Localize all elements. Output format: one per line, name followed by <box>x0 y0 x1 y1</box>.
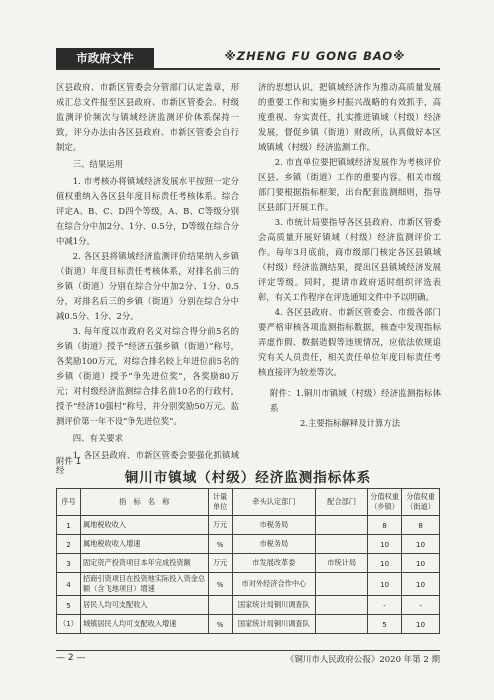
header-name: 指 标 名 称 <box>80 489 208 516</box>
cell-lead: 国家统计局铜川调查队 <box>232 596 316 615</box>
cell-coop <box>316 516 368 535</box>
cell-unit: % <box>208 573 232 596</box>
right-column <box>258 80 441 431</box>
cell-weight-street: 10 <box>402 554 440 573</box>
indicator-table <box>56 488 440 634</box>
cell-weight-town: 10 <box>368 573 402 596</box>
cell-weight-street: 10 <box>402 615 440 634</box>
issue-info: 《铜川市人民政府公报》2020 年第 2 期 <box>285 655 440 665</box>
cell-unit: 万元 <box>208 516 232 535</box>
cell-seq: 1 <box>57 516 81 535</box>
paragraph: 1. 市考核办将镇域经济发展水平按照一定分值权重纳入各区县年度目标责任考核体系。综合评定A、B、C、D四个等级，A、B、C等级分别在综合分中加2分、1分、0.5分，D等级在综合分中减1分。 <box>56 176 239 246</box>
section-heading: 三、结果运用 <box>72 159 124 169</box>
section-label: 市政府文件 <box>56 48 154 68</box>
cell-lead: 市发展改革委 <box>232 554 316 573</box>
cell-seq: 2 <box>57 535 81 554</box>
cell-weight-street: 8 <box>402 516 440 535</box>
paragraph: 1. 各区县政府、市新区管委会要强化抓镇域经 <box>56 450 239 475</box>
cell-coop <box>316 573 368 596</box>
cell-coop: 市统计局 <box>316 554 368 573</box>
table-row <box>57 573 440 596</box>
table-row <box>57 596 440 615</box>
page-number: — 2 — <box>56 653 86 663</box>
header-coop: 配合部门 <box>316 489 368 516</box>
paragraph: 4. 各区县政府、市新区管委会、市级各部门要严格审核各项监测指标数据，核查中发现指标弄虚作假、数据造假等违规情况，应依法依规追究有关人员责任，相关责任单位年度目标责任考核直接评为较差等次。 <box>258 307 441 377</box>
cell-lead: 市税务局 <box>232 516 316 535</box>
cell-weight-town: - <box>368 596 402 615</box>
paragraph: 区县政府、市新区管委会分管部门认定盖章，形成汇总文件报至区县政府、市新区管委会。村级监测评价频次与镇域经济监测评价体系保持一致，评分办法由各区县政府、市新区管委会自行制定。 <box>56 82 239 152</box>
appendix-label: 附件 1 <box>56 457 82 467</box>
section-heading: 四、有关要求 <box>72 433 124 443</box>
cell-lead: 市税务局 <box>232 535 316 554</box>
cell-name: 固定资产投资项目本年完成投资额 <box>80 554 208 573</box>
left-column <box>56 80 239 478</box>
cell-weight-town: 5 <box>368 615 402 634</box>
table-header-row <box>57 489 440 516</box>
cell-name: 城镇居民人均可支配收入增速 <box>80 615 208 634</box>
table-row <box>57 516 440 535</box>
cell-unit: % <box>208 535 232 554</box>
cell-name: 属地税收收入增速 <box>80 535 208 554</box>
page-header <box>56 48 440 70</box>
cell-lead: 市对外经济合作中心 <box>232 573 316 596</box>
gazette-title: ※ZHENG FU GONG BAO※ <box>224 49 406 63</box>
cell-unit <box>208 596 232 615</box>
cell-name: 居民人均可支配收入 <box>80 596 208 615</box>
paragraph: 2. 各区县将镇域经济监测评价结果纳入乡镇（街道）年度目标责任考核体系，对排名前三的乡镇（街道）分别在综合分中加2分、1分、0.5分，对排名后三的乡镇（街道）分别在综合分中减0.5分、1分、2分。 <box>56 251 239 321</box>
cell-seq: 4 <box>57 573 81 596</box>
cell-coop <box>316 535 368 554</box>
attachment-line: 2.主要指标解释及计算方法 <box>300 418 401 428</box>
paragraph: 3. 每年度以市政府名义对综合得分前5名的乡镇（街道）授予“经济五强乡镇（街道）”称号，各奖励100万元，对综合排名较上年进位前5名的乡镇（街道）授予“争先进位奖”，各奖励80万元；对村级经济监测综合排名前10名的行政村，授予“经济10强村”称号，并分别奖励50万元。监测评价第一年不设“争先进位奖”。 <box>56 326 239 426</box>
cell-seq: 5 <box>57 596 81 615</box>
paragraph: 2. 市直单位要把镇域经济发展作为考核评价区县、乡镇（街道）工作的重要内容。相关市级部门要根据指标框架，出台配套监测细则，指导区县部门开展工作。 <box>258 157 441 212</box>
cell-seq: （1） <box>57 615 81 634</box>
cell-weight-town: 10 <box>368 554 402 573</box>
cell-lead: 国家统计局铜川调查队 <box>232 615 316 634</box>
cell-weight-street: 10 <box>402 573 440 596</box>
header-unit: 计量单位 <box>208 489 232 516</box>
paragraph: 3. 市统计局要指导各区县政府、市新区管委会高质量开展好镇域（村级）经济监测评价工作。每年3月底前，商市级部门核定各区县镇域（村级）经济监测结果，提出区县镇域经济发展评定等级。同时，提请市政府适时组织评选表彰，有关工作程序在评选通知文件中予以明确。 <box>258 217 441 302</box>
header-seq: 序号 <box>57 489 81 516</box>
cell-seq: 3 <box>57 554 81 573</box>
cell-weight-town: 8 <box>368 516 402 535</box>
attachment-line: 附件：1.铜川市镇域（村级）经济监测指标体系 <box>270 388 441 413</box>
appendix-title: 铜川市镇域（村级）经济监测指标体系 <box>124 470 372 486</box>
cell-weight-street: - <box>402 596 440 615</box>
cell-unit: % <box>208 615 232 634</box>
cell-weight-street: 10 <box>402 535 440 554</box>
header-weight-town: 分值权重（乡镇） <box>368 489 402 516</box>
table-row <box>57 535 440 554</box>
cell-coop <box>316 596 368 615</box>
cell-weight-town: 10 <box>368 535 402 554</box>
cell-coop <box>316 615 368 634</box>
header-lead: 牵头认定部门 <box>232 489 316 516</box>
header-weight-street: 分值权重（街道） <box>402 489 440 516</box>
cell-name: 招商引资项目在投资地实际投入资金总额（含飞地项目）增速 <box>80 573 208 596</box>
cell-name: 属地税收收入 <box>80 516 208 535</box>
footer-divider <box>56 650 440 651</box>
table-row <box>57 554 440 573</box>
cell-unit: 万元 <box>208 554 232 573</box>
paragraph: 济的思想认识，把镇域经济作为推动高质量发展的重要工作和实施乡村振兴战略的有效抓手，高度重视、夯实责任，扎实推进镇域（村级）经济发展，督促乡镇（街道）财政所，认真做好本区域镇域（村级）经济监测工作。 <box>258 82 441 152</box>
table-row <box>57 615 440 634</box>
